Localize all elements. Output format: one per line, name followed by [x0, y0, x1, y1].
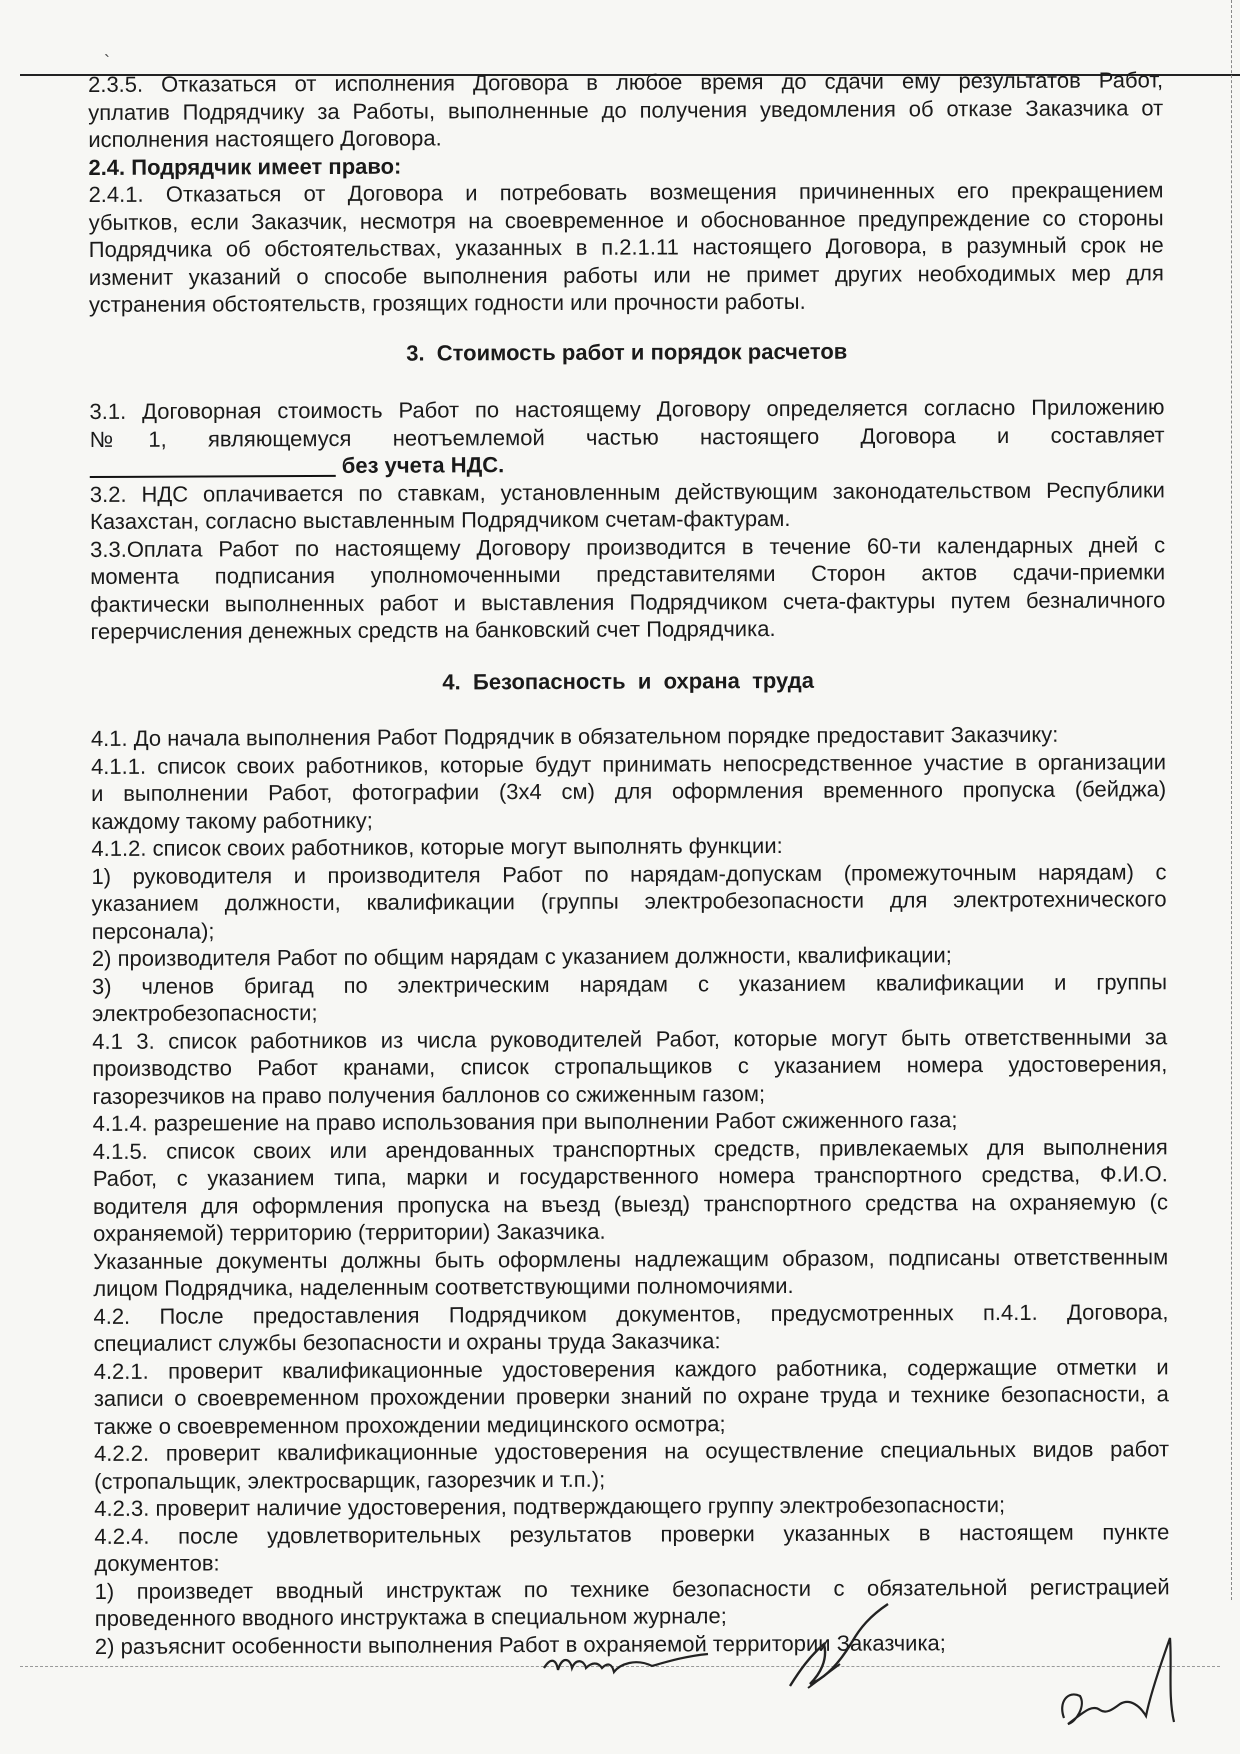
text-line: специалист службы безопасности и охраны труда Заказчика: [93, 1328, 721, 1356]
text-line: 4.1.4. разрешение на право использования при выполнении Работ сжиженного газа; [92, 1107, 958, 1136]
text-line: 2.4.1. Отказаться от Договора и потребовать возмещения причиненных его прекращением [88, 177, 1164, 207]
text-line: производство Работ кранами, список стропальщиков с указанием номера удостоверения, [92, 1051, 1168, 1081]
document-body [88, 66, 1170, 1660]
text-line: 2) производителя Работ по общим нарядам с указанием должности, квалификации; [91, 942, 952, 971]
text-line: 4.2. После предоставления Подрядчиком документов, предусмотренных п.4.1. Договора, [93, 1298, 1169, 1329]
section-3-heading: 3. Стоимость работ и порядок расчетов [406, 338, 848, 366]
text-line: Казахстан, согласно выставленным Подрядчиком счетам-фактурам. [89, 505, 791, 534]
text-line: 4.2.4. после удовлетворительных результатов проверки указанных в настоящем пункте [94, 1518, 1170, 1549]
text-line: 4.2.3. проверит наличие удостоверения, подтверждающего группу электробезопасности; [94, 1492, 1006, 1521]
paragraph-3-1 [89, 393, 1164, 480]
text-line: газорезчиков на право получения баллонов со сжиженным газом; [92, 1080, 766, 1109]
section-4-heading: 4. Безопасность и охрана труда [442, 667, 814, 694]
text-line: указанием должности, квалификации (группы электробезопасности для электротехнического [91, 886, 1167, 916]
paragraph-2-3-5 [88, 66, 1163, 153]
text-line: 2.3.5. Отказаться от исполнения Договора в любое время до сдачи ему результатов Работ, [88, 67, 1164, 97]
text-line: Подрядчика об обстоятельствах, указанных в п.2.1.11 настоящего Договора, в разумный срок не [88, 232, 1164, 262]
text-line: и выполнении Работ, фотографии (3х4 см) для оформления временного пропуска (бейджа) [91, 776, 1167, 806]
text-line: герерчисления денежных средств на банковский счет Подрядчика. [90, 616, 776, 644]
text-line: документов: [94, 1550, 220, 1576]
text-line: фактически выполненных работ и выставления Подрядчиком счета-фактуры путем безналичного [90, 586, 1166, 617]
signature-mark-3 [1050, 1626, 1200, 1736]
text-line: 1) руководителя и производителя Работ по нарядам-допускам (промежуточным нарядам) с [91, 858, 1167, 889]
text-line: 4.1.1. список своих работников, которые будут принимать непосредственное участие в организации [90, 748, 1167, 779]
text-line: 4.2.2. проверит квалификационные удостоверения на осуществление специальных видов работ [93, 1436, 1170, 1466]
text-line: охраняемой) территорию (территории) Заказчика. [93, 1218, 606, 1246]
text-line: устранения обстоятельств, грозящих годности или прочности работы. [88, 288, 806, 317]
text-line: электробезопасности; [92, 1000, 318, 1026]
text-line: изменит указаний о способе выполнения работы или не примет других необходимых мер для [88, 259, 1164, 290]
text-line: исполнения настоящего Договора. [88, 125, 442, 152]
amount-blank-field [90, 453, 336, 478]
subheading-2-4: 2.4. Подрядчик имеет право: [88, 153, 402, 180]
text-line: 3.3.Оплата Работ по настоящему Договору производится в течение 60-ти календарных дней с [90, 531, 1166, 562]
corner-mark: ` [104, 52, 110, 72]
text-line: 1) произведет вводный инструктаж по технике безопасности с обязательной регистрацией [94, 1573, 1170, 1604]
text-line: также о своевременном прохождении медицинского осмотра; [93, 1410, 726, 1439]
text-line: (стропальщик, электросварщик, газорезчик и т.п.); [94, 1466, 606, 1494]
text-line: Работ, с указанием типа, марки и государственного номера транспортного средства, Ф.И.О. [92, 1161, 1168, 1191]
signature-mark-1 [540, 1628, 720, 1688]
paragraph-3-3 [90, 531, 1165, 646]
vat-note: без учета НДС. [341, 452, 505, 478]
text-line: 3.1. Договорная стоимость Работ по настоящему Договору определяется согласно Приложению [89, 394, 1165, 424]
paragraph-3-2 [90, 476, 1165, 536]
text-line: персонала); [91, 917, 215, 944]
text-line: убытков, если Заказчик, несмотря на своевременное и обоснованное предупреждение со стороны [88, 204, 1164, 235]
paragraph-2-4-1 [88, 176, 1164, 318]
text-line: 3.2. НДС оплачивается по ставкам, установленным действующим законодательством Республики [89, 476, 1165, 507]
text-line: Указанные документы должны быть оформлены надлежащим образом, подписаны ответственным [93, 1243, 1169, 1274]
text-line: №1, являющемуся неотъемлемой частью настоящего Договора и составляет [89, 421, 1165, 452]
text-line: 4.1 3. список работников из числа руководителей Работ, которые могут быть ответственными за [92, 1023, 1168, 1054]
signature-mark-2 [780, 1600, 900, 1700]
text-line: уплатив Подрядчику за Работы, выполненные до получения уведомления об отказе Заказчика от [88, 94, 1164, 125]
text-line: водителя для оформления пропуска на въезд (выезд) транспортного средства на охраняемую (с [92, 1188, 1168, 1219]
text-line: каждому такому работнику; [91, 807, 373, 834]
text-line: лицом Подрядчика, наделенным соответствующими полномочиями. [93, 1272, 794, 1301]
text-line: 4.1.5. список своих или арендованных транспортных средств, привлекаемых для выполнения [92, 1133, 1168, 1164]
section-4-body [91, 720, 1170, 1660]
text-line: 3) членов бригад по электрическим нарядам с указанием квалификации и группы [91, 968, 1168, 999]
text-line: момента подписания уполномоченными представителями Сторон актов сдачи-приемки [90, 559, 1166, 589]
text-line: 4.1.2. список своих работников, которые могут выполнять функции: [91, 832, 783, 861]
text-line: 4.2.1. проверит квалификационные удостоверения каждого работника, содержащие отметки и [93, 1353, 1169, 1384]
text-line: 2) разъяснит особенности выполнения Работ в охраняемой территории Заказчика; [94, 1629, 946, 1659]
text-line: проведенного вводного инструктажа в специальном журнале; [94, 1603, 727, 1631]
text-line: записи о своевременном прохождении проверки знаний по охране труда и технике безопасности, а [93, 1381, 1169, 1411]
right-margin-rule [1231, 0, 1232, 1600]
text-line: 4.1. До начала выполнения Работ Подрядчик в обязательном порядке предоставит Заказчику: [90, 721, 1059, 751]
